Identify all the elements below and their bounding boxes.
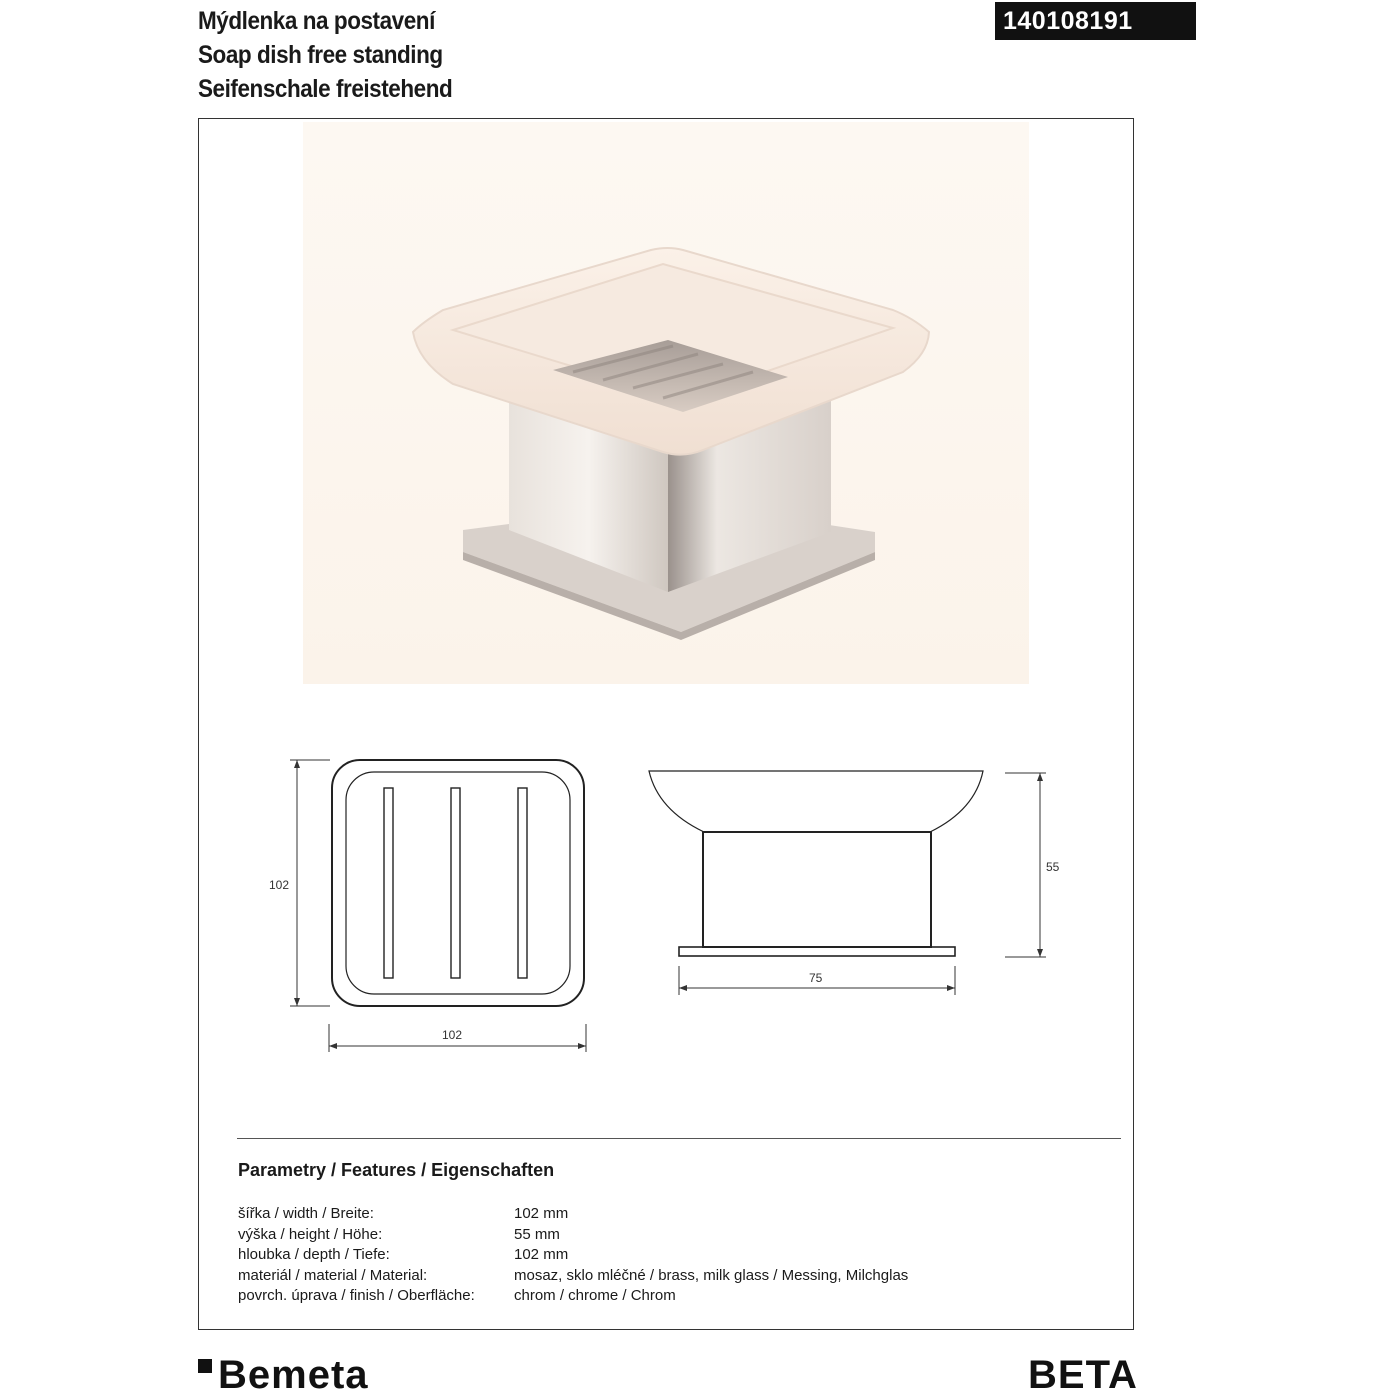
product-code: 140108191 [995,2,1196,40]
side-view-base-label: 75 [809,971,823,985]
title-german: Seifenschale freistehend [198,75,453,103]
spec-row [238,1245,908,1266]
features-title: Parametry / Features / Eigenschaften [238,1160,555,1180]
logo-square-icon [198,1359,212,1373]
spec-value: mosaz, sklo mléčné / brass, milk glass / Messing, Milchglas [514,1266,909,1284]
top-view-height-label: 102 [269,878,290,892]
spec-row [238,1266,908,1287]
spec-label: povrch. úprava / finish / Oberfläche: [238,1287,475,1304]
product-photo [303,122,1029,684]
top-view-width-label: 102 [442,1028,463,1042]
section-divider [237,1138,1121,1139]
spec-row [238,1204,908,1225]
header-titles [198,4,481,106]
spec-value: chrom / chrome / Chrom [514,1287,676,1304]
spec-label: výška / height / Höhe: [238,1225,383,1243]
brand-name: Bemeta [218,1353,369,1397]
spec-label: materiál / material / Material: [238,1266,428,1284]
title-english: Soap dish free standing [198,41,443,69]
spec-row [238,1286,908,1307]
spec-value: 102 mm [514,1246,569,1263]
spec-value: 55 mm [514,1225,560,1243]
spec-value: 102 mm [514,1205,569,1222]
top-view [332,760,584,1006]
series-name: BETA [1028,1353,1138,1397]
side-view [649,771,983,956]
spec-label: hloubka / depth / Tiefe: [238,1246,390,1263]
brand-logo [198,1355,369,1395]
spec-label: šířka / width / Breite: [238,1205,374,1222]
side-view-height-label: 55 [1046,860,1060,874]
title-czech: Mýdlenka na postavení [198,7,435,35]
features-table [238,1204,908,1307]
technical-drawing [240,740,1120,1070]
spec-row [238,1225,908,1246]
